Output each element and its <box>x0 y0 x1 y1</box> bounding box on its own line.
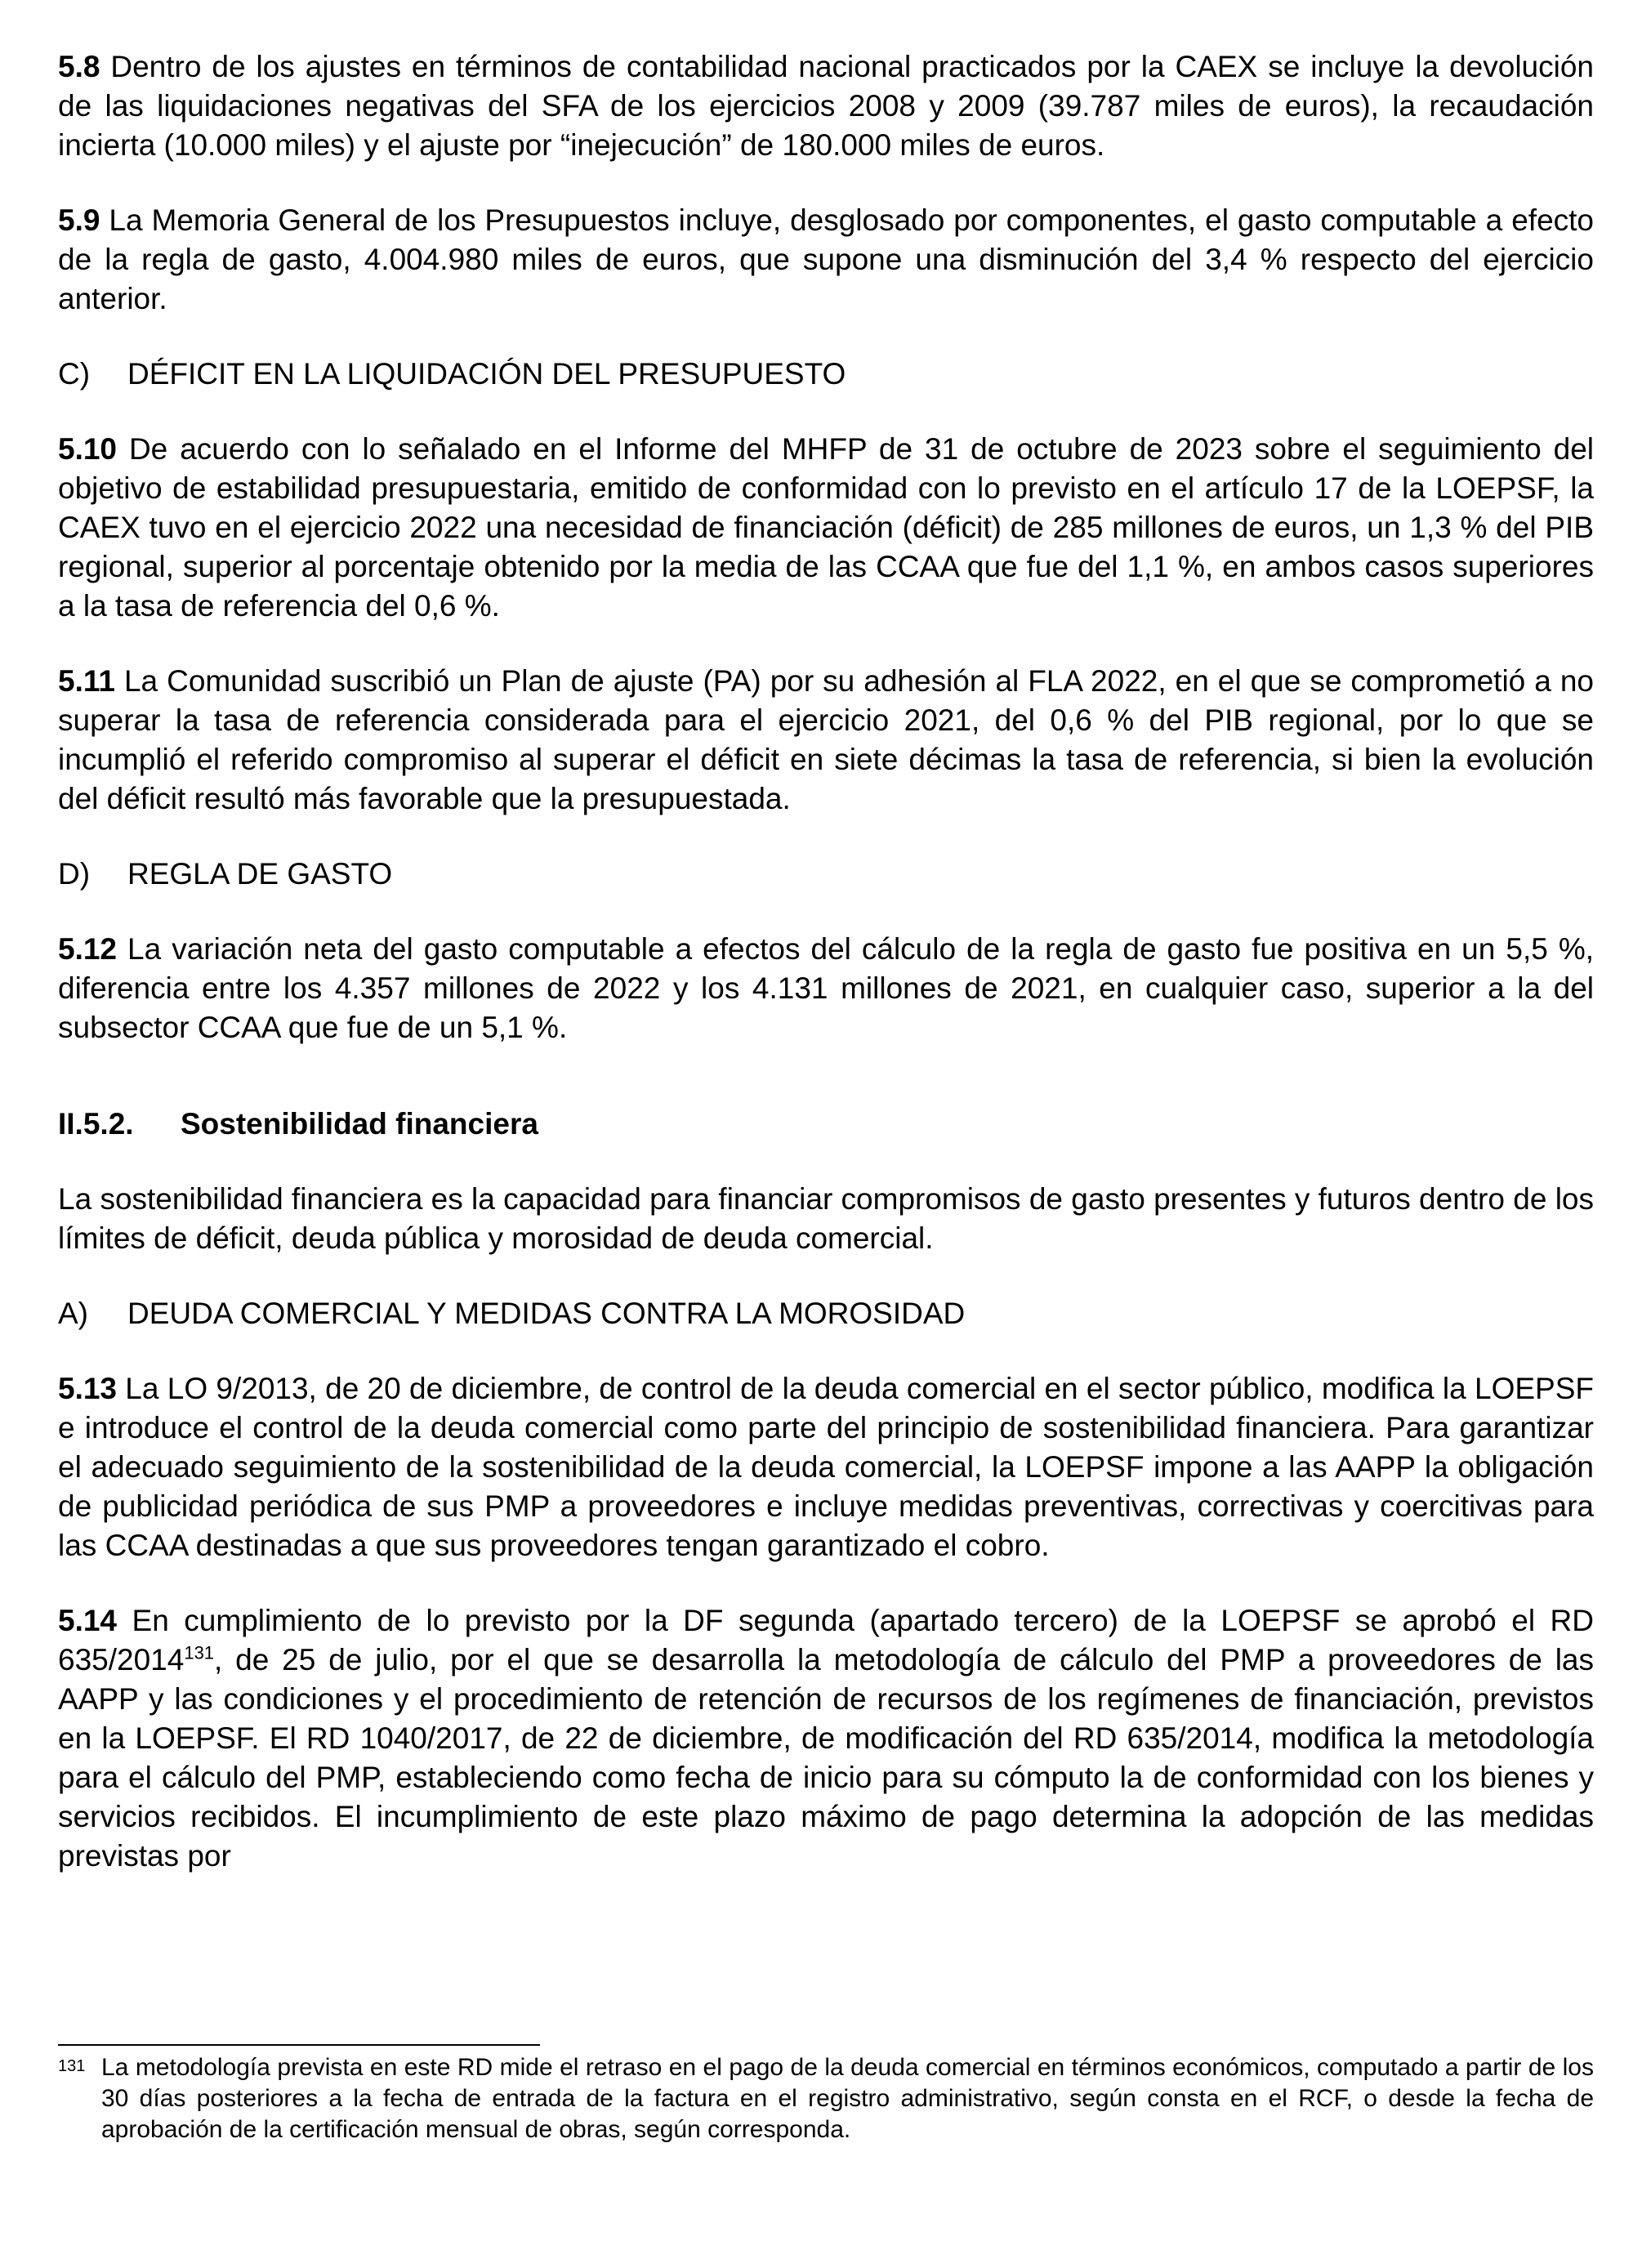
heading-text: REGLA DE GASTO <box>127 857 393 891</box>
heading-letter: A) <box>58 1297 88 1330</box>
heading-a <box>58 1294 1594 1333</box>
heading-letter: C) <box>58 357 91 391</box>
footnote-divider <box>58 2044 540 2046</box>
paragraph-number: 5.8 <box>58 50 100 83</box>
section-title: Sostenibilidad financiera <box>181 1107 538 1141</box>
document-body <box>58 47 1594 1912</box>
heading-d <box>58 855 1594 894</box>
section-code: II.5.2. <box>58 1107 134 1141</box>
footnote-number: 131 <box>58 2057 86 2075</box>
paragraph-text: , de 25 de julio, por el que se desarrolla la metodología de cálculo del PMP a proveedores de las AAPP y las condiciones y el procedimiento de retención de recursos de los regímenes de financiación, previstos en la LOEPSF. El RD 1040/2017, de 22 de diciembre, de modificación del RD 635/2014, modifica la metodología para el cálculo del PMP, estableciendo como fecha de inicio para su cómputo la de conformidad con los bienes y servicios recibidos. El incumplimiento de este plazo máximo de pago determina la adopción de las medidas previstas por <box>58 1643 1594 1873</box>
paragraph-text: La Memoria General de los Presupuestos incluye, desglosado por componentes, el gasto computable a efecto de la regla de gasto, 4.004.980 miles de euros, que supone una disminución del 3,4 % respecto del ejercicio anterior. <box>58 203 1594 315</box>
intro-paragraph: La sostenibilidad financiera es la capacidad para financiar compromisos de gasto presentes y futuros dentro de los límites de déficit, deuda pública y morosidad de deuda comercial. <box>58 1182 1594 1255</box>
paragraph-text: Dentro de los ajustes en términos de contabilidad nacional practicados por la CAEX se incluye la devolución de las liquidaciones negativas del SFA de los ejercicios 2008 y 2009 (39.787 miles de euros), la recaudación incierta (10.000 miles) y el ajuste por “inejecución” de 180.000 miles de euros. <box>58 50 1594 162</box>
paragraph-text: La Comunidad suscribió un Plan de ajuste (PA) por su adhesión al FLA 2022, en el que se comprometió a no superar la tasa de referencia considerada para el ejercicio 2021, del 0,6 % del PIB regional, por lo que se incumplió el referido compromiso al superar el déficit en siete décimas la tasa de referencia, si bien la evolución del déficit resultó más favorable que la presupuestada. <box>58 664 1594 815</box>
paragraph-5-11 <box>58 662 1594 819</box>
paragraph-5-14 <box>58 1601 1594 1876</box>
heading-letter: D) <box>58 857 91 891</box>
paragraph-5-12 <box>58 930 1594 1047</box>
paragraph-5-10 <box>58 430 1594 626</box>
paragraph-5-13 <box>58 1369 1594 1565</box>
paragraph-text: De acuerdo con lo señalado en el Informe del MHFP de 31 de octubre de 2023 sobre el seguimiento del objetivo de estabilidad presupuestaria, emitido de conformidad con lo previsto en el artículo 17 de la LOEPSF, la CAEX tuvo en el ejercicio 2022 una necesidad de financiación (déficit) de 285 millones de euros, un 1,3 % del PIB regional, superior al porcentaje obtenido por la media de las CCAA que fue del 1,1 %, en ambos casos superiores a la tasa de referencia del 0,6 %. <box>58 432 1594 623</box>
paragraph-5-9 <box>58 201 1594 319</box>
paragraph-text: En cumplimiento de lo previsto por la DF segunda (apartado tercero) de la LOEPSF se aprobó el RD 635/2014 <box>58 1604 1594 1676</box>
paragraph-number: 5.10 <box>58 432 118 466</box>
footnote-reference[interactable]: 131 <box>184 1642 215 1663</box>
paragraph-text: La variación neta del gasto computable a efectos del cálculo de la regla de gasto fue positiva en un 5,5 %, diferencia entre los 4.357 millones de 2022 y los 4.131 millones de 2021, en cualquier caso, superior a la del subsector CCAA que fue de un 5,1 %. <box>58 932 1594 1044</box>
paragraph-number: 5.9 <box>58 203 100 237</box>
section-heading <box>58 1105 1594 1144</box>
paragraph-text: La LO 9/2013, de 20 de diciembre, de control de la deuda comercial en el sector público, modifica la LOEPSF e introduce el control de la deuda comercial como parte del principio de sostenibilidad financiera. Para garantizar el adecuado seguimiento de la sostenibilidad de la deuda comercial, la LOEPSF impone a las AAPP la obligación de publicidad periódica de sus PMP a proveedores e incluye medidas preventivas, correctivas y coercitivas para las CCAA destinadas a que sus proveedores tengan garantizado el cobro. <box>58 1372 1594 1562</box>
paragraph-number: 5.13 <box>58 1372 118 1405</box>
paragraph-number: 5.14 <box>58 1604 118 1637</box>
heading-text: DÉFICIT EN LA LIQUIDACIÓN DEL PRESUPUESTO <box>127 357 846 391</box>
paragraph-5-8 <box>58 47 1594 165</box>
paragraph-number: 5.12 <box>58 932 118 966</box>
footnote-text: La metodología prevista en este RD mide el retraso en el pago de la deuda comercial en términos económicos, computado a partir de los 30 días posteriores a la fecha de entrada de la factura en el registro administrativo, según consta en el RCF, o desde la fecha de aprobación de la certificación mensual de obras, según corresponda. <box>101 2054 1594 2143</box>
heading-text: DEUDA COMERCIAL Y MEDIDAS CONTRA LA MOROSIDAD <box>127 1297 966 1330</box>
paragraph-number: 5.11 <box>58 664 115 698</box>
footnote <box>58 2052 1594 2145</box>
heading-c <box>58 355 1594 394</box>
